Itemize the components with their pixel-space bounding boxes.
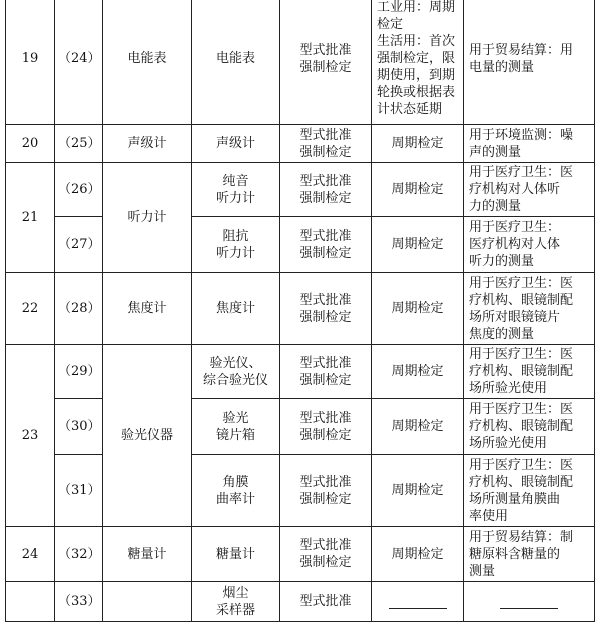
instrument-name: 纯音 听力计 xyxy=(192,163,280,217)
table-row xyxy=(6,125,595,163)
usage-scope: 用于医疗卫生： 医疗机构对人体 听力的测量 xyxy=(464,217,595,273)
verification-method xyxy=(372,582,464,622)
control-type: 型式批准 强制检定 xyxy=(280,163,372,217)
instrument-category: 验光仪器 xyxy=(103,345,192,527)
item-number: （28） xyxy=(55,273,103,345)
control-type: 型式批准 强制检定 xyxy=(280,527,372,582)
usage-scope: 用于环境监测：噪 声的测量 xyxy=(464,125,595,163)
verification-method: 周期检定 xyxy=(372,455,464,527)
usage-scope: 用于医疗卫生：医 疗机构对人体听 力的测量 xyxy=(464,163,595,217)
item-number: （33） xyxy=(55,582,103,622)
instrument-category: 声级计 xyxy=(103,125,192,163)
verification-method: 周期检定 xyxy=(372,345,464,399)
item-number: （24） xyxy=(55,0,103,125)
usage-scope: 用于医疗卫生：医 疗机构、眼镜制配 场所验光使用 xyxy=(464,345,595,399)
usage-scope: 用于贸易结算：制 糖原料含糖量的 测量 xyxy=(464,527,595,582)
table-row xyxy=(6,273,595,345)
table-row xyxy=(6,582,595,622)
row-number xyxy=(6,582,55,622)
table-row xyxy=(6,399,595,455)
metrology-instrument-table xyxy=(5,0,595,622)
item-number: （27） xyxy=(55,217,103,273)
control-type: 型式批准 强制检定 xyxy=(280,455,372,527)
control-type: 型式批准 强制检定 xyxy=(280,0,372,125)
table-row xyxy=(6,217,595,273)
verification-method: 周期检定 xyxy=(372,399,464,455)
instrument-name: 验光仪、 综合验光仪 xyxy=(192,345,280,399)
row-number: 22 xyxy=(6,273,55,345)
row-number: 24 xyxy=(6,527,55,582)
control-type: 型式批准 强制检定 xyxy=(280,345,372,399)
item-number: （32） xyxy=(55,527,103,582)
verification-method: 周期检定 xyxy=(372,163,464,217)
usage-scope: 用于贸易结算：用 电量的测量 xyxy=(464,0,595,125)
row-number: 23 xyxy=(6,345,55,527)
instrument-name: 声级计 xyxy=(192,125,280,163)
control-type: 型式批准 强制检定 xyxy=(280,399,372,455)
table-row xyxy=(6,345,595,399)
verification-method: 周期检定 xyxy=(372,273,464,345)
instrument-category: 听力计 xyxy=(103,163,192,273)
verification-method: 周期检定 xyxy=(372,125,464,163)
table-row xyxy=(6,455,595,527)
control-type: 型式批准 强制检定 xyxy=(280,217,372,273)
table-row xyxy=(6,163,595,217)
item-number: （29） xyxy=(55,345,103,399)
usage-scope: 用于医疗卫生：医 疗机构、眼镜制配 场所测量角膜曲 率使用 xyxy=(464,455,595,527)
instrument-name: 焦度计 xyxy=(192,273,280,345)
control-type: 型式批准 强制检定 xyxy=(280,273,372,345)
instrument-category: 糖量计 xyxy=(103,527,192,582)
row-number: 20 xyxy=(6,125,55,163)
item-number: （26） xyxy=(55,163,103,217)
instrument-category xyxy=(103,582,192,622)
item-number: （31） xyxy=(55,455,103,527)
instrument-name: 电能表 xyxy=(192,0,280,125)
instrument-name: 角膜 曲率计 xyxy=(192,455,280,527)
usage-scope xyxy=(464,582,595,622)
control-type: 型式批准 xyxy=(280,582,372,622)
verification-method: 周期检定 xyxy=(372,217,464,273)
instrument-category: 焦度计 xyxy=(103,273,192,345)
table-row xyxy=(6,0,595,125)
item-number: （30） xyxy=(55,399,103,455)
usage-scope: 用于医疗卫生：医 疗机构、眼镜制配 场所对眼镜镜片 焦度的测量 xyxy=(464,273,595,345)
instrument-name: 阻抗 听力计 xyxy=(192,217,280,273)
instrument-name: 烟尘 采样器 xyxy=(192,582,280,622)
instrument-category: 电能表 xyxy=(103,0,192,125)
row-number: 19 xyxy=(6,0,55,125)
row-number: 21 xyxy=(6,163,55,273)
instrument-name: 糖量计 xyxy=(192,527,280,582)
item-number: （25） xyxy=(55,125,103,163)
table-row xyxy=(6,527,595,582)
control-type: 型式批准 强制检定 xyxy=(280,125,372,163)
verification-method: 周期检定 xyxy=(372,527,464,582)
usage-scope: 用于医疗卫生：医 疗机构、眼镜制配 场所验光使用 xyxy=(464,399,595,455)
empty-dash xyxy=(389,608,447,609)
instrument-name: 验光 镜片箱 xyxy=(192,399,280,455)
empty-dash xyxy=(500,608,558,609)
verification-method: 工业用：周期 检定 生活用：首次 强制检定，限 期使用，到期 轮换或根据表 计状态延期 xyxy=(372,0,464,125)
